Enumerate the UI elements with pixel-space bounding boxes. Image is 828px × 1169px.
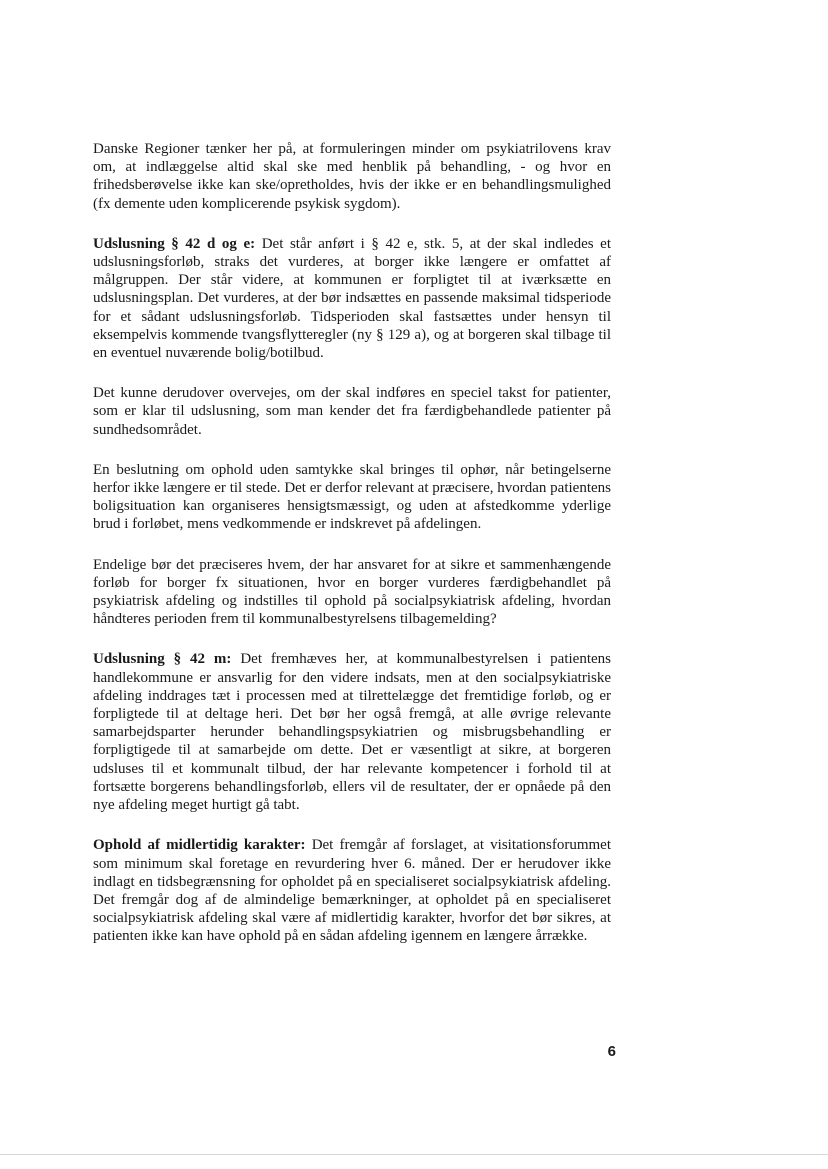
paragraph-6-heading: Udslusning § 42 m: <box>93 651 232 668</box>
paragraph-6-text: Det fremhæves her, at kommunalbestyrelsen i patientens handlekommune er ansvarlig for den videre indsats, men at den socialpsykiatriske afdeling inddrages tæt i processen med at tilrettelægge det fremtidige forløb, og er forpligtede til at deltage heri. Det bør her også fremgå, at alle øvrige relevante samarbejdsparter herunder behandlingspsykiatrien og misbrugsbehandling er forpligtigede til at samarbejde om dette. Det er væsentligt at sikre, at borgeren udsluses til et kommunalt tilbud, der har relevante kompetencer i forhold til at fortsætte borgerens behandlingsforløb, ellers vil de resultater, der er opnåede på den nye afdeling meget hurtigt gå tabt. <box>93 651 611 814</box>
paragraph-4 <box>93 461 611 534</box>
paragraph-7 <box>93 836 611 945</box>
page-number: 6 <box>607 1043 616 1060</box>
paragraph-3-text: Det kunne derudover overvejes, om der skal indføres en speciel takst for patienter, som er klar til udslusning, som man kender det fra færdigbehandlede patienter på sundhedsområdet. <box>93 385 611 438</box>
paragraph-5 <box>93 556 611 629</box>
paragraph-7-heading: Ophold af midlertidig karakter: <box>93 837 306 854</box>
paragraph-2 <box>93 235 611 362</box>
paragraph-5-text: Endelige bør det præciseres hvem, der har ansvaret for at sikre et sammenhængende forløb for borger fx situationen, hvor en borger vurderes færdigbehandlet på psykiatrisk afdeling og indstilles til ophold på socialpsykiatrisk afdeling, hvordan håndteres perioden frem til kommunalbestyrelsens tilbagemelding? <box>93 556 611 628</box>
paragraph-6 <box>93 650 611 814</box>
scan-edge-divider <box>0 1154 828 1155</box>
paragraph-2-heading: Udslusning § 42 d og e: <box>93 235 256 252</box>
paragraph-1 <box>93 140 611 213</box>
paragraph-4-text: En beslutning om ophold uden samtykke skal bringes til ophør, når betingelserne herfor ikke længere er til stede. Det er derfor relevant at præcisere, hvordan patientens boligsituation kan organiseres hensigtsmæssigt, og uden at afstedkomme yderlige brud i forløbet, mens vedkommende er indskrevet på afdelingen. <box>93 461 611 533</box>
paragraph-3 <box>93 384 611 439</box>
paragraph-2-text: Det står anført i § 42 e, stk. 5, at der skal indledes et udslusningsforløb, straks det vurderes, at borger ikke længere er omfattet af målgruppen. Der står videre, at kommunen er forpligtet til at iværksætte en udslusningsplan. Det vurderes, at der bør indsættes en passende maksimal tidsperiode for et sådant udslusningsforløb. Tidsperioden skal fastsættes under hensyn til eksempelvis kommende tvangsflytteregler (ny § 129 a), og at borgeren skal tilbage til en eventuel nuværende bolig/botilbud. <box>93 235 611 362</box>
document-body <box>93 140 611 968</box>
paragraph-1-text: Danske Regioner tænker her på, at formuleringen minder om psykiatrilovens krav om, at indlæggelse altid skal ske med henblik på behandling, - og hvor en frihedsberøvelse ikke kan ske/opretholdes, hvis der ikke er en behandlingsmulighed (fx demente uden komplicerende psykisk sygdom). <box>93 141 611 212</box>
paragraph-7-text: Det fremgår af forslaget, at visitationsforummet som minimum skal foretage en revurdering hver 6. måned. Der er herudover ikke indlagt en tidsbegrænsning for opholdet på en specialiseret socialpsykiatrisk afdeling. Det fremgår dog af de almindelige bemærkninger, at opholdet på en specialiseret socialpsykiatrisk afdeling skal være af midlertidig karakter, hvorfor det bør sikres, at patienten ikke kan have ophold på en sådan afdeling igennem en længere årrække. <box>93 837 611 945</box>
